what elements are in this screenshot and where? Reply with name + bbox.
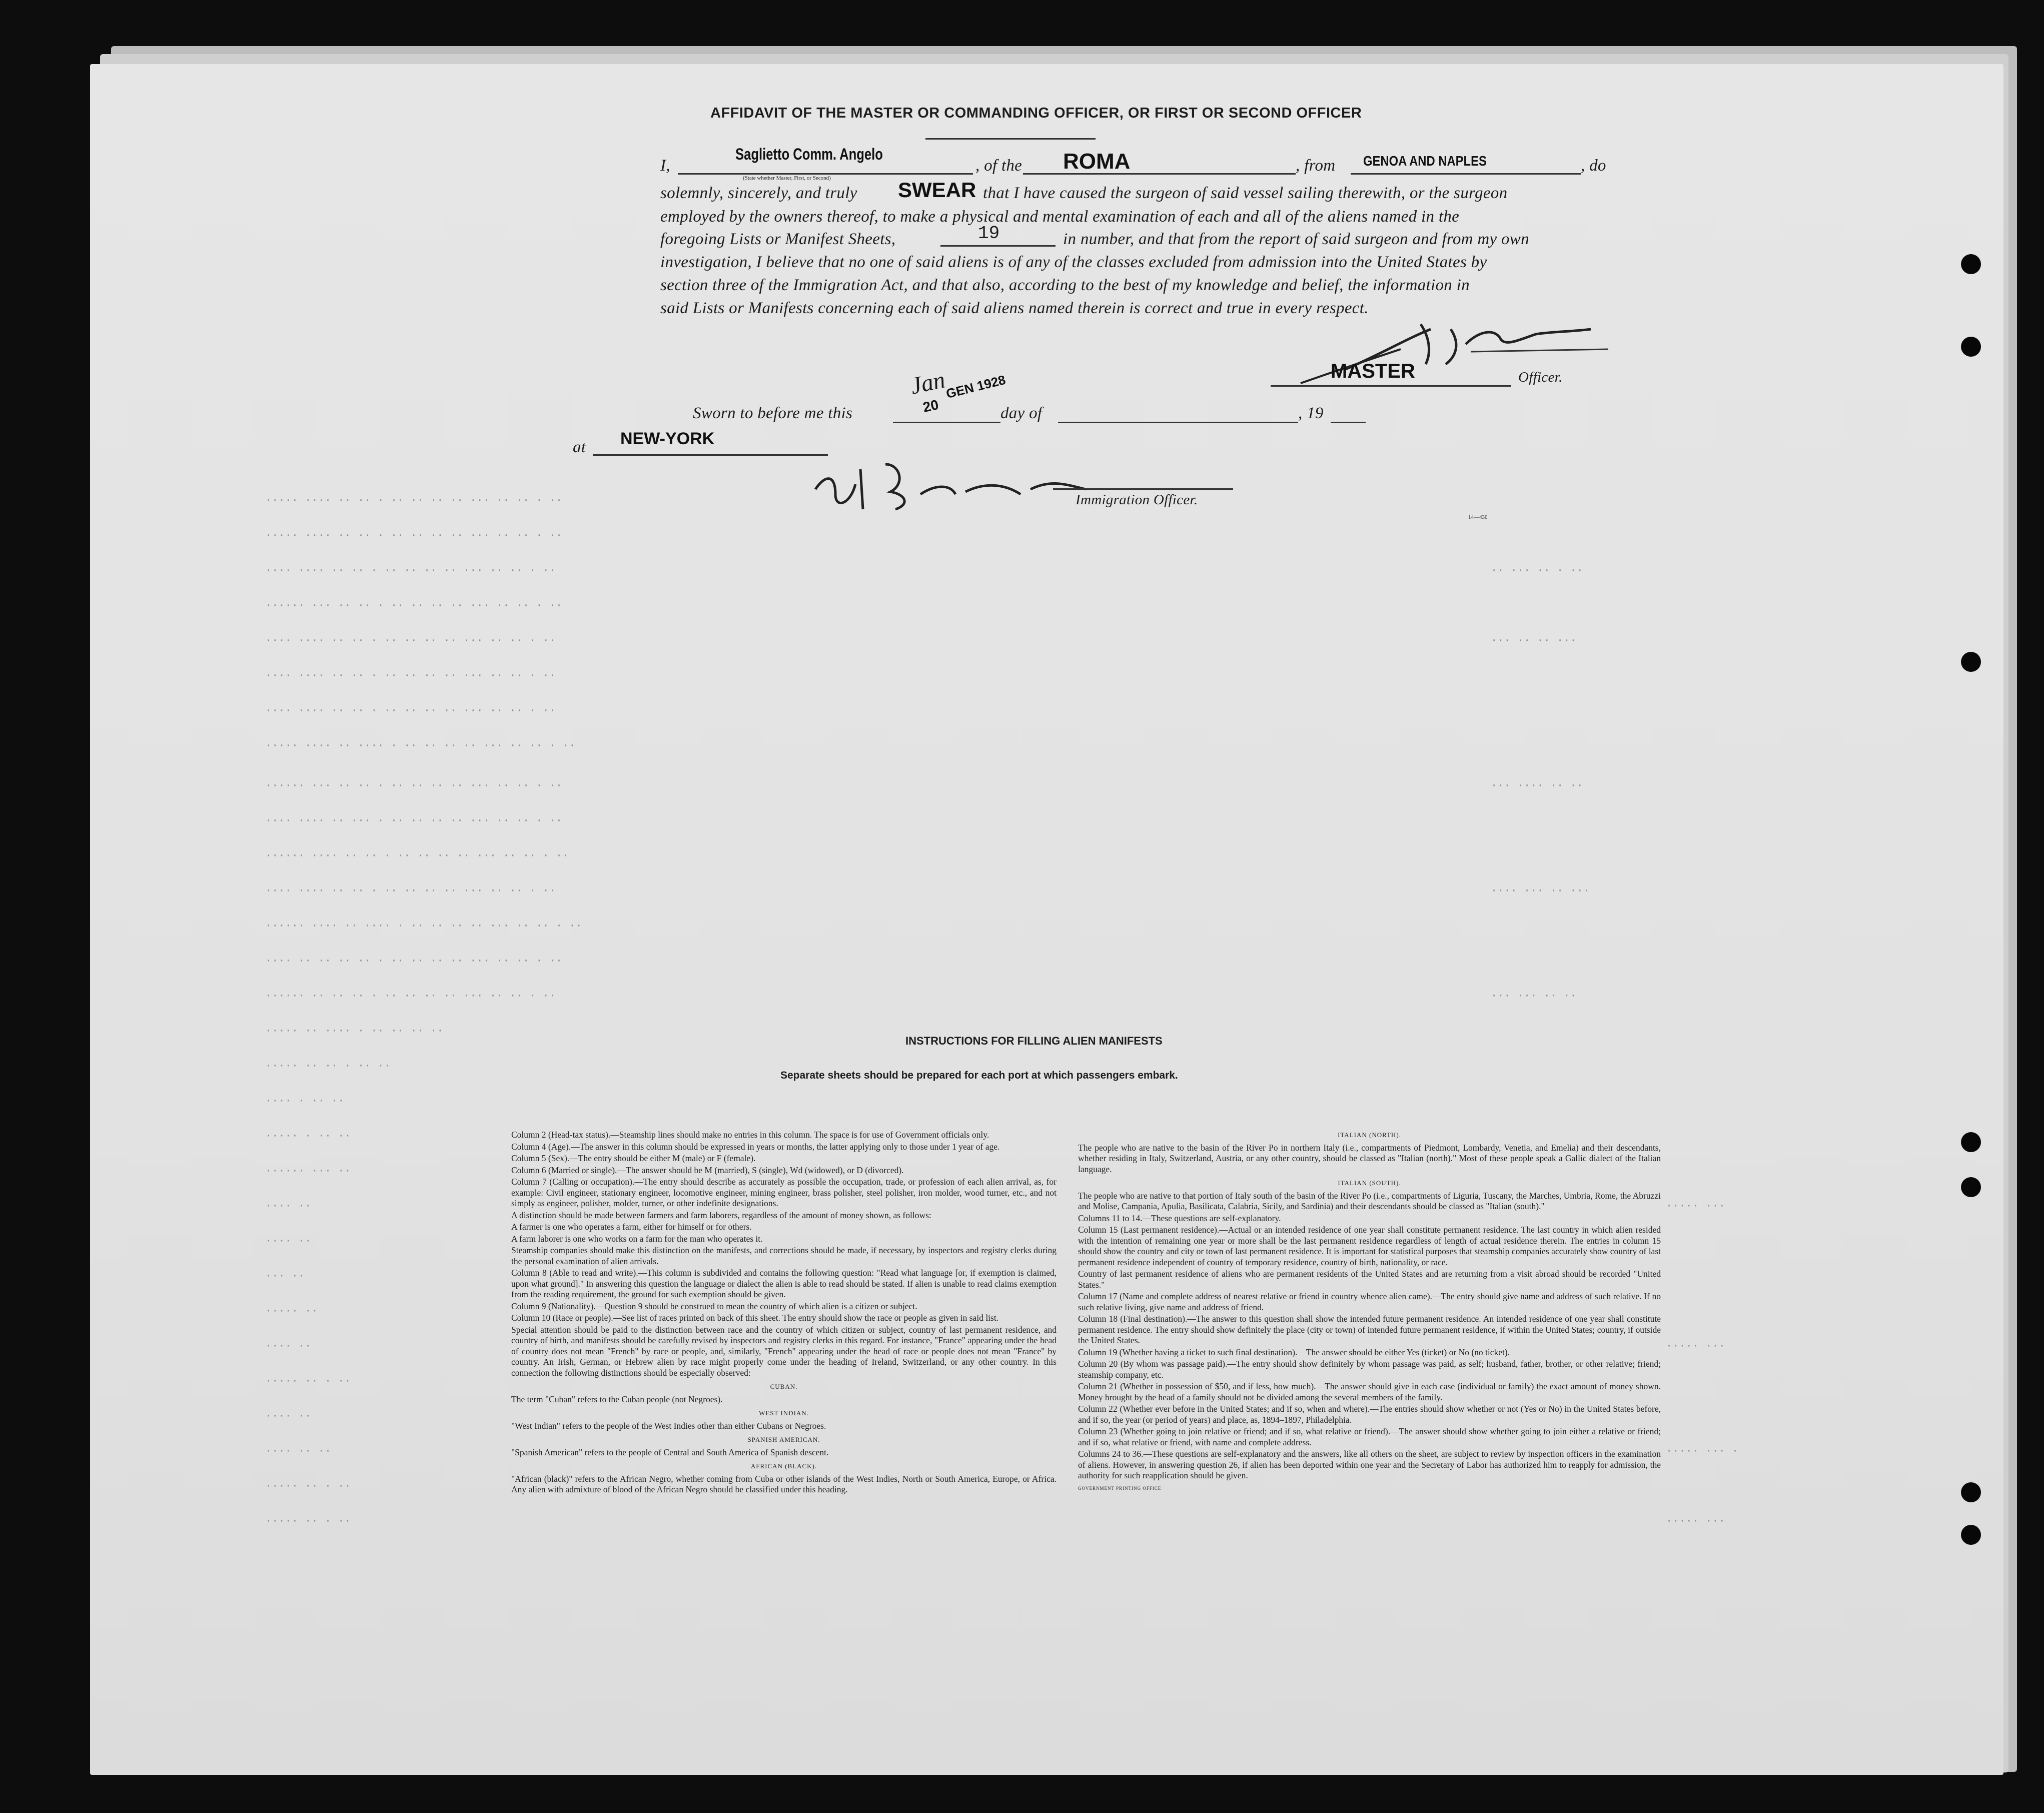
instruction-col19: Column 19 (Whether having a ticket to such final destination).—The answer should be either Yes (ticket) or No (no ticket). bbox=[1078, 1347, 1510, 1357]
west-indian-text: "West Indian" refers to the people of the West Indies other than either Cubans or Negroes. bbox=[511, 1420, 826, 1431]
state-note: (State whether Master, First, or Second) bbox=[743, 175, 831, 181]
title-rule bbox=[925, 138, 1096, 140]
african-heading: AFRICAN (BLACK). bbox=[750, 1462, 817, 1470]
affidavit-line-6: section three of the Immigration Act, and that also, according to the best of my knowledge and belief, the information in bbox=[660, 276, 1470, 294]
from-label: , from bbox=[1296, 157, 1336, 175]
place-rule bbox=[593, 454, 828, 456]
italian-south-text: The people who are native to that portion of Italy south of the basin of the River Po (i.e., compartments of Liguria, Tuscany, the Marches, Umbria, Rome, the Abruzzi and Molise, Campania, Apulia, Basilicata, Calabria, Sicily, and Sardinia) and their descendants should be classed as "Italian (south)." bbox=[1078, 1190, 1661, 1211]
sworn-month-handwritten: Jan bbox=[908, 366, 948, 400]
instruction-col6: Column 6 (Married or single).—The answer should be M (married), S (single), Wd (widowed), or D (divorced). bbox=[511, 1165, 904, 1175]
italian-south-heading: ITALIAN (SOUTH). bbox=[1338, 1179, 1401, 1187]
sworn-place: NEW-YORK bbox=[620, 429, 715, 448]
instruction-race-attention: Special attention should be paid to the distinction between race and the country of which citizen or subject, country of last permanent residence, and country of birth, and manifests should be carefully revised by inspectors and registry clerks in this regard. For instance, "France" appearing under the head of country does not mean "French" by race or people, and, similarly, "French" appearing under the head of race or people does not mean "France" by country. An Irish, German, or Hebrew alien by race might properly come under the heading of Ireland, Switzerland, or any other country. In this connection the following distinctions should be especially observed: bbox=[511, 1324, 1057, 1378]
officer-label: Officer. bbox=[1518, 369, 1563, 385]
affidavit-line-4-pre: foregoing Lists or Manifest Sheets, bbox=[660, 230, 896, 248]
day-of-label: day of bbox=[1000, 404, 1043, 422]
manifest-sheet bbox=[90, 64, 2003, 1775]
sworn-month-rule bbox=[1058, 422, 1298, 423]
instruction-col11-14: Columns 11 to 14.—These questions are self-explanatory. bbox=[1078, 1213, 1281, 1223]
instruction-farm-laborer: A farm laborer is one who works on a farm for the man who operates it. bbox=[511, 1233, 763, 1244]
instruction-col2: Column 2 (Head-tax status).—Steamship lines should make no entries in this column. The space is for use of Government officials only. bbox=[511, 1130, 989, 1140]
ports-rule bbox=[1351, 173, 1581, 175]
swear-pre: solemnly, sincerely, and truly bbox=[660, 184, 857, 202]
instructions-subtitle: Separate sheets should be prepared for each port at which passengers embark. bbox=[780, 1070, 1178, 1081]
sheet-count: 19 bbox=[978, 223, 1000, 244]
instruction-col24-36: Columns 24 to 36.—These questions are self-explanatory and the answers, like all others on the sheet, are subject to review by inspection officers in the examination of aliens. However, in answering question 26, if alien has been deported within one year and the Secretary of Labor has authorized him to reapply for admission, the authority for such reapplication should be given. bbox=[1078, 1449, 1661, 1480]
sworn-year-rule bbox=[1331, 422, 1366, 423]
italian-north-heading: ITALIAN (NORTH). bbox=[1338, 1131, 1401, 1139]
instructions-right-column bbox=[1078, 1130, 1661, 1494]
african-text: "African (black)" refers to the African Negro, whether coming from Cuba or other islands of the West Indies, North or South America, Europe, or Africa. Any alien with admixture of blood of the African Negro should be classified under this heading. bbox=[511, 1473, 1057, 1494]
instruction-col22: Column 22 (Whether ever before in the United States; and if so, when and where).—The entries should show whether or not (Yes or No) in the United States before, and if so, the year (or period of years) and place, as, 1894–1897, Philadelphia. bbox=[1078, 1404, 1661, 1425]
of-label: , of the bbox=[975, 157, 1023, 175]
instruction-steamship-distinction: Steamship companies should make this distinction on the manifests, and corrections should be made, if necessary, by inspectors and registry clerks during the personal examination of alien arrivals. bbox=[511, 1245, 1057, 1266]
officer-name-rule bbox=[678, 173, 973, 175]
spanish-american-heading: SPANISH AMERICAN. bbox=[747, 1436, 820, 1443]
instructions-left-column bbox=[511, 1130, 1057, 1496]
instruction-col18: Column 18 (Final destination).—The answer to this question shall show the intended future permanent residence. An intended residence of one year shall constitute permanent residence. The entry should show definitely the place (city or town) of intended future permanent residence, if within the United States; country, if outside the United States. bbox=[1078, 1314, 1661, 1345]
sworn-day: 20 bbox=[921, 397, 940, 415]
swear-post: that I have caused the surgeon of said vessel sailing therewith, or the surgeon bbox=[983, 184, 1508, 202]
officer-rule bbox=[1271, 385, 1511, 387]
instruction-col7: Column 7 (Calling or occupation).—The entry should describe as accurately as possible the occupation, trade, or profession of each alien arrival, as, for example: Civil engineer, stationary engineer, locomotive engineer, mining engineer, brass polisher, steel polisher, iron molder, wood turner, etc., and not simply as engineer, polisher, molder, turner, or other indefinite designations. bbox=[511, 1177, 1057, 1208]
departure-ports: GENOA AND NAPLES bbox=[1363, 153, 1487, 169]
year-label: , 19 bbox=[1298, 404, 1324, 422]
instruction-col21: Column 21 (Whether in possession of $50, and if less, how much).—The answer should give in each case (individual or family) the exact amount of money shown. Money brought by the head of a family should not be divided among the several members of the family. bbox=[1078, 1381, 1661, 1402]
swear-stamp: SWEAR bbox=[898, 178, 976, 202]
affidavit-line-3: employed by the owners thereof, to make a physical and mental examination of each and all of the aliens named in the bbox=[660, 208, 1460, 226]
affidavit-line-4-post: in number, and that from the report of said surgeon and from my own bbox=[1063, 230, 1529, 248]
do-label: , do bbox=[1581, 157, 1606, 175]
affidavit-line-5: investigation, I believe that no one of said aliens is of any of the classes excluded from admission into the United States by bbox=[660, 253, 1487, 271]
at-label: at bbox=[573, 438, 586, 456]
printing-office-footer: GOVERNMENT PRINTING OFFICE bbox=[1078, 1485, 1162, 1491]
immigration-officer-label: Immigration Officer. bbox=[1076, 492, 1198, 508]
immigration-officer-rule bbox=[1053, 488, 1233, 490]
master-rank: MASTER bbox=[1331, 360, 1415, 382]
sheet-count-rule bbox=[940, 245, 1056, 247]
west-indian-heading: WEST INDIAN. bbox=[759, 1409, 809, 1417]
sworn-label: Sworn to before me this bbox=[693, 404, 853, 422]
instruction-col5: Column 5 (Sex).—The entry should be either M (male) or F (female). bbox=[511, 1153, 756, 1163]
cuban-heading: CUBAN. bbox=[770, 1383, 798, 1390]
cuban-text: The term "Cuban" refers to the Cuban people (not Negroes). bbox=[511, 1394, 723, 1404]
instruction-col15: Column 15 (Last permanent residence).—Actual or an intended residence of one year shall constitute permanent residence. The last country in which alien resided with the intention of remaining one year or more shall be the last permanent residence regardless of length of actual residence therein. The entries in column 15 should show the country and city or town of last permanent residence. It is important for statistical purposes that steamship companies accurately show country of last permanent residence independent of country of temporary residence, country of birth, nationality, or race. bbox=[1078, 1225, 1661, 1267]
instruction-col4: Column 4 (Age).—The answer in this column should be expressed in years or months, the latter applying only to those under 1 year of age. bbox=[511, 1141, 1000, 1152]
instruction-farmer: A farmer is one who operates a farm, either for himself or for others. bbox=[511, 1222, 752, 1232]
vessel-name: ROMA bbox=[1063, 149, 1131, 174]
i-label: I, bbox=[660, 157, 670, 175]
faint-manifest-grid: ····· ···· ·· ·· · ·· ·· ·· ·· ··· ·· ·· · ·· ····· ···· ·· ·· · ·· ·· ·· ·· ··· ·· ·· · ·· ···· ···· ·· ·· · ·· ·· ·· ·· ··· ·· ·· · ·· ······ ··· ·· ·· · ·· ·· ·· ·· ··· ·· ·· · ·· ···· ···· ·· ·· · ·· ·· ·· ·· ··· ·· ·· · ·· ···· ···· ·· ·· · ·· ·· ·· ·· ··· ·· ·· · ·· ···· ···· ·· ·· · ·· ·· ·· ·· ··· ·· ·· · ·· ····· ···· ·· ···· · ·· ·· ·· ·· ··· ·· ·· · ·· ······ ··· ·· ·· · ·· ·· ·· ·· ··· ·· ·· · ·· ···· ···· ·· ··· · ·· ·· ·· ·· ··· ·· ·· · ·· ······ ···· ·· ·· · ·· ·· ·· ·· ··· ·· ·· · ·· ···· ···· ·· ·· · ·· ·· ·· ·· ··· ·· ·· · ·· ······ ···· ·· ···· · ·· ·· ·· ·· ··· ·· ·· · ·· ···· ·· ·· ·· ·· · ·· ·· ·· ·· ··· ·· ·· · ·· ······ ·· ·· ·· · ·· ·· ·· ·· ··· ·· ·· · ·· ····· ·· ···· · ·· ·· ·· ·· ····· ·· ·· · ·· ·· ···· · ·· ·· ····· · ·· ·· ······ ··· ·· ···· ·· ···· ·· ··· ·· ····· ·· ···· ·· ····· ·· · ·· ···· ·· ···· ·· ·· ····· ·· · ·· ····· ·· · ·· ·· ··· ·· · ·· ··· ·· ·· ··· ··· ···· ·· ·· ···· ··· ·· ··· ··· ··· ·· ·· ····· ··· ····· ··· ····· ··· · ····· ··· bbox=[265, 494, 1739, 1527]
instruction-col10: Column 10 (Race or people).—See list of races printed on back of this sheet. The entry should show the race or people as given in said list. bbox=[511, 1313, 999, 1323]
instruction-col17: Column 17 (Name and complete address of nearest relative or friend in country whence alien came).—The entry should give name and address of such relative. If no such relative living, give name and address of friend. bbox=[1078, 1291, 1661, 1312]
sworn-date-stamp: GEN 1928 bbox=[944, 372, 1007, 402]
instructions-title: INSTRUCTIONS FOR FILLING ALIEN MANIFESTS bbox=[905, 1035, 1163, 1047]
instruction-col9: Column 9 (Nationality).—Question 9 should be construed to mean the country of which alien is a citizen or subject. bbox=[511, 1301, 917, 1311]
affidavit-title: AFFIDAVIT OF THE MASTER OR COMMANDING OFFICER, OR FIRST OR SECOND OFFICER bbox=[710, 105, 1362, 121]
officer-name: Saglietto Comm. Angelo bbox=[735, 145, 883, 163]
instruction-us-residents: Country of last permanent residence of aliens who are permanent residents of the United States and are returning from a visit abroad should be recorded "United States." bbox=[1078, 1269, 1661, 1290]
spanish-american-text: "Spanish American" refers to the people of Central and South America of Spanish descent. bbox=[511, 1447, 829, 1457]
instruction-farm-distinction: A distinction should be made between farmers and farm laborers, regardless of the amount of money shown, as follows: bbox=[511, 1210, 931, 1220]
sworn-day-rule bbox=[893, 422, 1000, 423]
affidavit-line-7: said Lists or Manifests concerning each of said aliens named therein is correct and true in every respect. bbox=[660, 299, 1369, 317]
italian-north-text: The people who are native to the basin of the River Po in northern Italy (i.e., compartments of Piedmont, Lombardy, Venetia, and Emelia) and their descendants, whether residing in Italy, Switzerland, Austria, or any other country, should be classed as "Italian (north)." Most of these people speak a Gallic dialect of the Italian language. bbox=[1078, 1142, 1661, 1174]
form-number: 14—430 bbox=[1468, 514, 1488, 520]
instruction-col20: Column 20 (By whom was passage paid).—The entry should show definitely by whom passage was paid, as self; husband, father, brother, or other relative; friend; steamship company, etc. bbox=[1078, 1359, 1661, 1380]
instruction-col23: Column 23 (Whether going to join relative or friend; and if so, what relative or friend).—The answer should show whether going to join either a relative or friend; and if so, what relative or friend, with name and complete address. bbox=[1078, 1426, 1661, 1447]
instruction-col8: Column 8 (Able to read and write).—This column is subdivided and contains the following question: "Read what language [or, if exemption is claimed, upon what ground]." In answering this question the language or dialect the alien is able to read should be stated. If alien is unable to read claims exemption from the reading requirement, the ground for such exemption should be given. bbox=[511, 1268, 1057, 1299]
vessel-rule bbox=[1023, 173, 1296, 175]
